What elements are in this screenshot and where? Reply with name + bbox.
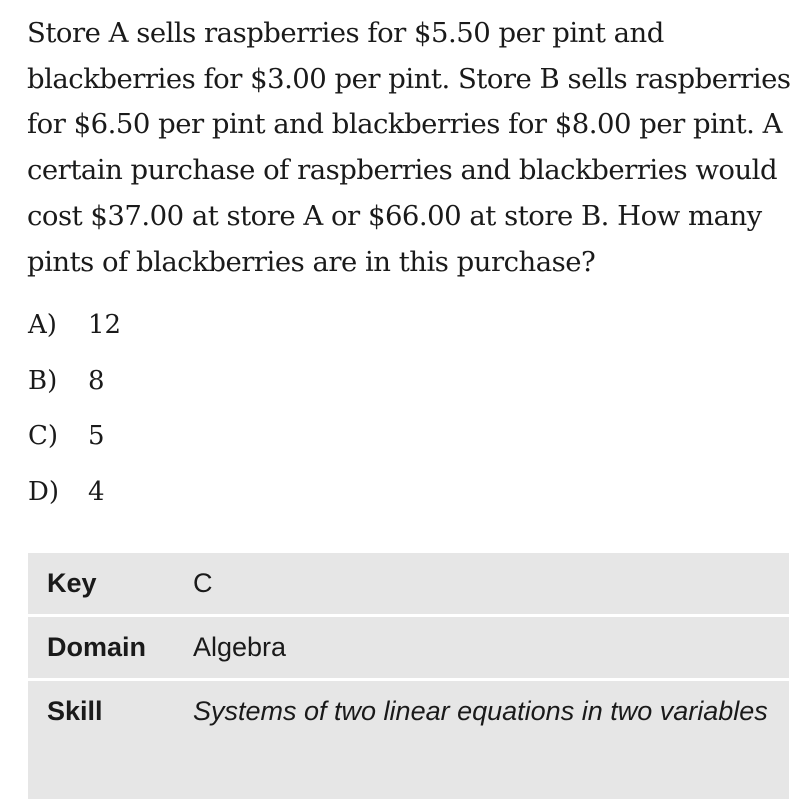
answer-choices xyxy=(28,302,121,524)
key-value: C xyxy=(193,553,789,616)
choice-value: 5 xyxy=(88,413,105,459)
metadata-row-domain xyxy=(28,616,789,680)
metadata-row-skill xyxy=(28,680,789,799)
domain-label: Domain xyxy=(28,616,193,680)
skill-label: Skill xyxy=(28,680,193,799)
choice-value: 8 xyxy=(88,358,105,404)
choice-letter: B) xyxy=(28,358,88,404)
metadata-row-key xyxy=(28,553,789,616)
answer-choice-d[interactable] xyxy=(28,469,121,525)
choice-letter: C) xyxy=(28,413,88,459)
question-line: certain purchase of raspberries and blackberries would xyxy=(27,148,777,194)
choice-letter: A) xyxy=(28,302,88,348)
question-line: Store A sells raspberries for $5.50 per pint and xyxy=(27,11,777,57)
skill-value: Systems of two linear equations in two variables xyxy=(193,680,789,799)
question-line: cost $37.00 at store A or $66.00 at store B. How many xyxy=(27,194,777,240)
question-metadata-table xyxy=(28,553,789,799)
answer-choice-b[interactable] xyxy=(28,358,121,414)
question-line: blackberries for $3.00 per pint. Store B sells raspberries xyxy=(27,57,777,103)
choice-value: 4 xyxy=(88,469,105,515)
key-label: Key xyxy=(28,553,193,616)
question-line: pints of blackberries are in this purchase? xyxy=(27,240,777,286)
choice-letter: D) xyxy=(28,469,88,515)
choice-value: 12 xyxy=(88,302,121,348)
question-line: for $6.50 per pint and blackberries for $8.00 per pint. A xyxy=(27,102,777,148)
domain-value: Algebra xyxy=(193,616,789,680)
question-text xyxy=(27,11,777,285)
answer-choice-c[interactable] xyxy=(28,413,121,469)
answer-choice-a[interactable] xyxy=(28,302,121,358)
